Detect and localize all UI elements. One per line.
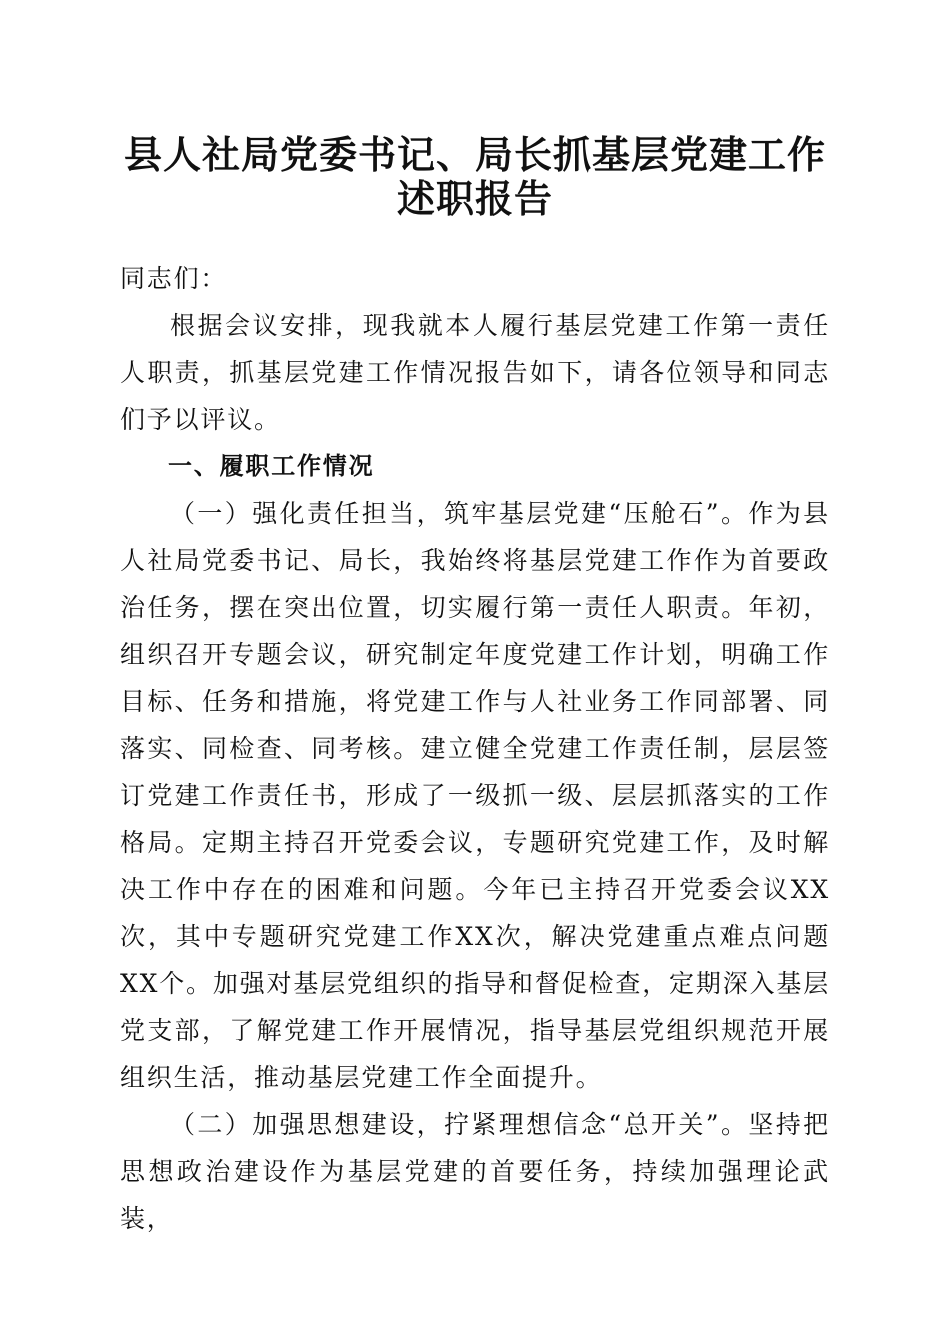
document-title: 县人社局党委书记、局长抓基层党建工作述职报告 (123, 132, 826, 221)
paragraph-ideology: （二）加强思想建设，拧紧理想信念“总开关”。坚持把思想政治建设作为基层党建的首要任务，持续加强理论武装， (120, 1110, 830, 1233)
intro-paragraph: 根据会议安排，现我就本人履行基层党建工作第一责任人职责，抓基层党建工作情况报告如下，请各位领导和同志们予以评议。 (120, 311, 830, 434)
section-heading: 一、履职工作情况 (168, 452, 375, 480)
document-body (120, 255, 830, 1242)
salutation: 同志们： (120, 264, 228, 293)
paragraph-responsibility: （一）强化责任担当，筑牢基层党建“压舱石”。作为县人社局党委书记、局长，我始终将基层党建工作作为首要政治任务，摆在突出位置，切实履行第一责任人职责。年初，组织召开专题会议，研究制定年度党建工作计划，明确工作目标、任务和措施，将党建工作与人社业务工作同部署、同落实、同检查、同考核。建立健全党建工作责任制，层层签订党建工作责任书，形成了一级抓一级、层层抓落实的工作格局。定期主持召开党委会议，专题研究党建工作，及时解决工作中存在的困难和问题。今年已主持召开党委会议XX次，其中专题研究党建工作XX次，解决党建重点难点问题XX个。加强对基层党组织的指导和督促检查，定期深入基层党支部，了解党建工作开展情况，指导基层党组织规范开展组织生活，推动基层党建工作全面提升。 (120, 499, 830, 1092)
